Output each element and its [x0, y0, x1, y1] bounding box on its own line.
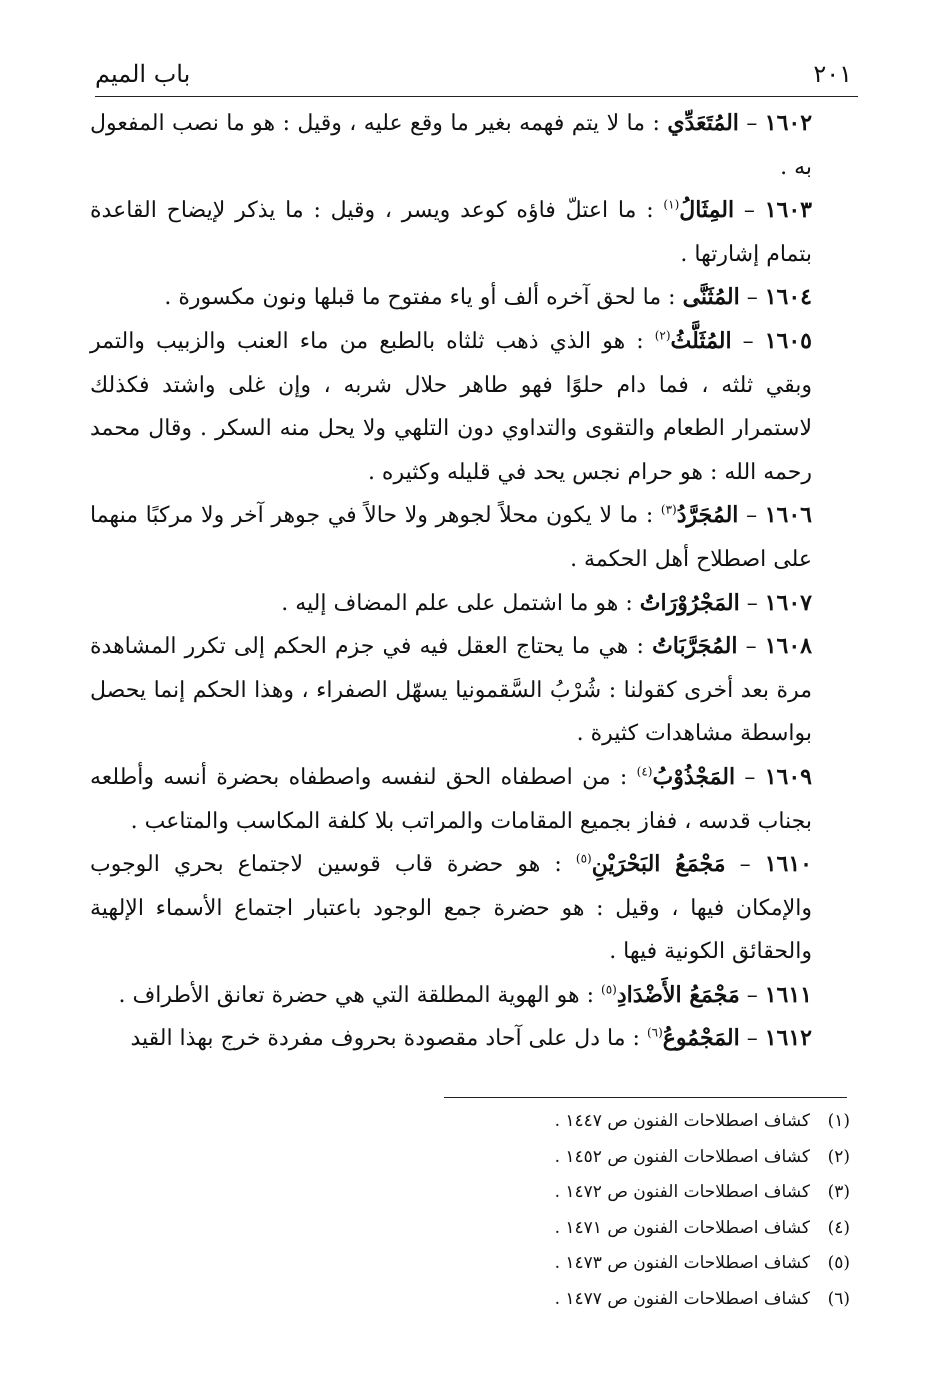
footnote-text: كشاف اصطلاحات الفنون ص ١٤٥٢ .	[554, 1146, 810, 1167]
entry-text: : هو الذي ذهب ثلثاه بالطبع من ماء العنب والزبيب والتمر وبقي ثلثه ، فما دام حلوًا فهو طاهر حلال شربه ، وإن غلى واشتد فكذلك لاستمرار الطعام والتقوى والتداوي دون التلهي ولا يحل منه السكر . وقال محمد رحمه الله : هو حرام نجس يحد في قليله وكثيره .	[90, 328, 812, 485]
footnote-item	[350, 1246, 850, 1282]
entry-text: : ما لا يكون محلاً لجوهر ولا حالاً في جوهر آخر ولا مركبًا منهما على اصطلاح أهل الحكمة .	[90, 503, 812, 572]
entry-number: ١٦٠٤	[764, 284, 812, 311]
entries-body	[90, 102, 860, 1061]
footnote-separator	[444, 1097, 847, 1098]
footnote-number: (٦)	[827, 1288, 850, 1309]
entry-1612: ١٦١٢ – المَجْمُوعُ$^{(٦)}$ : ما دل على آحاد مقصودة بحروف مفردة خرج بهذا القيد	[130, 1025, 812, 1052]
entry-text: : ما دل على آحاد مقصودة بحروف مفردة خرج بهذا القيد	[130, 1026, 640, 1052]
entry-number: ١٦١٢	[764, 1025, 812, 1052]
entry-term: المَجْرُوْرَاتُ	[639, 589, 740, 616]
entry-number: ١٦٠٦	[764, 502, 812, 529]
footnote-item	[350, 1175, 850, 1211]
entry-term: المِثَالُ	[679, 197, 735, 224]
page-number: ٢٠١	[813, 60, 852, 88]
footnote-ref: (٥)	[601, 982, 617, 997]
footnote-text: كشاف اصطلاحات الفنون ص ١٤٧٣ .	[554, 1253, 810, 1274]
entry-term: مَجْمَعُ البَحْرَيْنِ	[591, 851, 726, 878]
entry-term: المَجْمُوعُ	[662, 1025, 740, 1052]
entry-text: : هو الهوية المطلقة التي هي حضرة تعانق الأطراف .	[118, 982, 595, 1008]
footnote-number: (٣)	[827, 1182, 850, 1203]
entry-number: ١٦١١	[764, 981, 812, 1008]
entry-term: المُجَرَّدُ	[676, 502, 739, 529]
footnote-ref: (٦)	[646, 1026, 663, 1041]
entry-1611: ١٦١١ – مَجْمَعُ الأَضْدَادِ$^{(٥)}$ : هو الهوية المطلقة التي هي حضرة تعانق الأطراف .	[118, 981, 812, 1008]
footnote-ref: (٤)	[636, 764, 653, 779]
footnote-text: كشاف اصطلاحات الفنون ص ١٤٧٢ .	[554, 1182, 810, 1203]
entry-number: ١٦٠٢	[764, 110, 813, 136]
entry-1610: ١٦١٠ – مَجْمَعُ البَحْرَيْنِ$^{(٥)}$ : هو حضرة قاب قوسين لاجتماع بحري الوجوب والإمكان فيها ، وقيل : هو حضرة جمع الوجود باعتبار اجتماع الأسماء الإلهية والحقائق الكونية فيها .	[90, 851, 812, 965]
footnote-number: (١)	[827, 1111, 850, 1131]
entry-text: : ما لحق آخره ألف أو ياء مفتوح ما قبلها ونون مكسورة .	[164, 285, 676, 311]
entry-term: المُتَعَدِّي	[667, 110, 739, 136]
footnote-item	[350, 1211, 850, 1247]
entry-1606: ١٦٠٦ – المُجَرَّدُ$^{(٣)}$ : ما لا يكون محلاً لجوهر ولا حالاً في جوهر آخر ولا مركبًا منهما على اصطلاح أهل الحكمة .	[90, 502, 812, 572]
footnote-number: (٢)	[827, 1146, 850, 1167]
entry-number: ١٦٠٣	[764, 197, 812, 224]
footnote-ref: (١)	[663, 197, 680, 212]
footnote-text: كشاف اصطلاحات الفنون ص ١٤٧٧ .	[554, 1288, 810, 1309]
entry-1608: ١٦٠٨ – المُجَرَّبَاتُ : هي ما يحتاج العقل فيه في جزم الحكم إلى تكرر المشاهدة مرة بعد أخرى كقولنا : شُرْبُ السَّقمونيا يسهّل الصفراء ، وهذا الحكم إنما يحصل بواسطة مشاهدات كثيرة .	[90, 633, 812, 747]
entry-1602: ١٦٠٢ – المُتَعَدِّي : ما لا يتم فهمه بغير ما وقع عليه ، وقيل : هو ما نصب المفعول به .	[90, 110, 813, 180]
footnote-item	[350, 1104, 850, 1140]
entry-text: : ما اعتلّ فاؤه كوعد ويسر ، وقيل : ما يذكر لإيضاح القاعدة بتمام إشارتها .	[90, 198, 812, 267]
entry-1607: ١٦٠٧ – المَجْرُوْرَاتُ : هو ما اشتمل على علم المضاف إليه .	[281, 589, 812, 616]
entry-1605: ١٦٠٥ – المُثَلَّثُ$^{(٢)}$ : هو الذي ذهب ثلثاه بالطبع من ماء العنب والزبيب والتمر وبقي ثلثه ، فما دام حلوًا فهو طاهر حلال شربه ، وإن غلى واشتد فكذلك لاستمرار الطعام والتقوى والتداوي دون التلهي ولا يحل منه السكر . وقال محمد رحمه الله : هو حرام نجس يحد في قليله وكثيره .	[90, 327, 812, 485]
entry-text: : هو حضرة قاب قوسين لاجتماع بحري الوجوب والإمكان فيها ، وقيل : هو حضرة جمع الوجود باعتبار اجتماع الأسماء الإلهية والحقائق الكونية فيها .	[90, 852, 812, 965]
entry-term: المُثَلَّثُ	[670, 327, 732, 354]
entry-number: ١٦٠٧	[764, 589, 812, 616]
footnote-text: كشاف اصطلاحات الفنون ص ١٤٤٧ .	[554, 1111, 810, 1131]
entry-1603: ١٦٠٣ – المِثَالُ$^{(١)}$ : ما اعتلّ فاؤه كوعد ويسر ، وقيل : ما يذكر لإيضاح القاعدة بتمام إشارتها .	[90, 197, 812, 267]
entry-term: المَجْذُوْبُ	[652, 763, 736, 790]
entry-1609: ١٦٠٩ – المَجْذُوْبُ$^{(٤)}$ : من اصطفاه الحق لنفسه واصطفاه بحضرة أنسه وأطلعه بجناب قدسه ، ففاز بجميع المقامات والمراتب بلا كلفة المكاسب والمتاعب .	[90, 763, 812, 834]
entry-term: مَجْمَعُ الأَضْدَادِ	[616, 981, 740, 1008]
footnote-number: (٤)	[827, 1217, 850, 1238]
footnote-ref: (٢)	[654, 328, 671, 343]
entry-text: : هو ما اشتمل على علم المضاف إليه .	[281, 590, 633, 616]
footnote-ref: (٥)	[575, 851, 592, 866]
entry-number: ١٦٠٩	[764, 763, 812, 790]
entry-number: ١٦٠٨	[764, 633, 812, 660]
entry-text: : من اصطفاه الحق لنفسه واصطفاه بحضرة أنسه وأطلعه بجناب قدسه ، ففاز بجميع المقامات والمراتب بلا كلفة المكاسب والمتاعب .	[90, 764, 812, 834]
entry-text: : هي ما يحتاج العقل فيه في جزم الحكم إلى تكرر المشاهدة مرة بعد أخرى كقولنا : شُرْبُ السَّقمونيا يسهّل الصفراء ، وهذا الحكم إنما يحصل بواسطة مشاهدات كثيرة .	[90, 634, 812, 747]
entry-number: ١٦١٠	[764, 851, 812, 878]
entry-term: المُثَنَّى	[682, 284, 740, 311]
entry-1604: ١٦٠٤ – المُثَنَّى : ما لحق آخره ألف أو ياء مفتوح ما قبلها ونون مكسورة .	[164, 284, 812, 311]
entry-number: ١٦٠٥	[764, 327, 812, 354]
footnote-item	[350, 1282, 850, 1318]
entry-text: : ما لا يتم فهمه بغير ما وقع عليه ، وقيل : هو ما نصب المفعول به .	[90, 111, 812, 180]
running-header	[95, 58, 858, 97]
entry-term: المُجَرَّبَاتُ	[652, 633, 738, 660]
footnotes	[350, 1104, 850, 1318]
footnote-text: كشاف اصطلاحات الفنون ص ١٤٧١ .	[554, 1217, 810, 1238]
footnote-number: (٥)	[827, 1253, 850, 1274]
footnote-ref: (٣)	[660, 503, 677, 518]
section-title: باب الميم	[95, 60, 191, 88]
footnote-item	[350, 1140, 850, 1176]
